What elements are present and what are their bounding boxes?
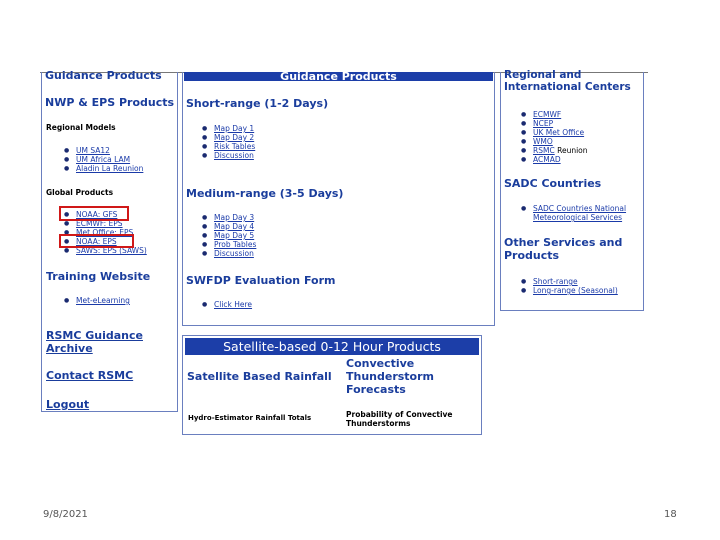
short-range-link[interactable]: Map Day 2	[214, 133, 255, 142]
center-link[interactable]: WMO	[533, 137, 553, 146]
sadc-nms-link[interactable]: SADC Countries National Meteorological Services	[533, 204, 627, 222]
swfdp-list	[202, 300, 252, 309]
list-item[interactable]	[202, 231, 256, 240]
list-item[interactable]	[521, 119, 588, 128]
regional-centers-panel	[500, 72, 644, 311]
highlight-box-noaa-gfs	[59, 206, 129, 221]
slide-date: 9/8/2021	[43, 509, 88, 520]
short-range-list	[202, 124, 255, 160]
list-item[interactable]	[521, 204, 639, 222]
satellite-products-header: Satellite-based 0-12 Hour Products	[185, 338, 479, 355]
list-item[interactable]	[521, 146, 588, 155]
highlight-box-noaa-eps	[59, 234, 134, 248]
short-range-link[interactable]: Discussion	[214, 151, 254, 160]
center-link[interactable]: NCEP	[533, 119, 554, 128]
list-item[interactable]	[521, 128, 588, 137]
list-item[interactable]	[202, 213, 256, 222]
medium-range-link[interactable]: Map Day 3	[214, 213, 255, 222]
contact-rsmc-link[interactable]: Contact RSMC	[46, 369, 134, 382]
center-link[interactable]: RSMC	[533, 146, 555, 155]
regional-model-link[interactable]: UM Africa LAM	[76, 155, 131, 164]
global-product-link[interactable]: SAWS: EPS (SAWS)	[76, 246, 147, 255]
rsmc-suffix-text: Reunion	[557, 146, 588, 155]
list-item[interactable]	[521, 110, 588, 119]
regional-model-link[interactable]: Aladin La Reunion	[76, 164, 144, 173]
list-item[interactable]	[202, 222, 256, 231]
center-link[interactable]: ACMAD	[533, 155, 561, 164]
guidance-products-header-text: Guidance Products	[280, 72, 397, 81]
medium-range-link[interactable]: Discussion	[214, 249, 254, 258]
slide-page-number: 18	[664, 509, 677, 520]
click-here-link[interactable]: Click Here	[214, 300, 253, 309]
medium-range-list	[202, 213, 256, 258]
list-item[interactable]	[202, 240, 256, 249]
medium-range-link[interactable]: Map Day 5	[214, 231, 255, 240]
global-products-label: Global Products	[46, 188, 114, 197]
list-item[interactable]	[202, 124, 255, 133]
rsmc-guidance-archive-link[interactable]: RSMC Guidance Archive	[46, 329, 143, 355]
list-item[interactable]	[202, 300, 252, 309]
global-product-link[interactable]: NOAA: EPS	[76, 237, 117, 246]
center-link[interactable]: UK Met Office	[533, 128, 585, 137]
list-item[interactable]	[64, 146, 143, 155]
regional-centers-list	[521, 110, 588, 164]
global-product-link[interactable]: Met Office: EPS	[76, 228, 134, 237]
list-item[interactable]	[521, 137, 588, 146]
regional-models-list	[64, 146, 143, 173]
guidance-products-header	[184, 72, 493, 81]
swfdp-evaluation-heading: SWFDP Evaluation Form	[186, 274, 336, 287]
other-services-heading: Other Services and Products	[504, 236, 623, 262]
training-website-heading[interactable]: Training Website	[46, 270, 151, 283]
global-product-link[interactable]: NOAA: GFS	[76, 210, 118, 219]
list-item[interactable]	[64, 155, 143, 164]
list-item[interactable]	[521, 286, 618, 295]
convective-thunderstorm-heading[interactable]: Convective Thunderstorm Forecasts	[346, 357, 435, 396]
global-product-link[interactable]: ECMWF: EPS	[76, 219, 123, 228]
satellite-rainfall-heading[interactable]: Satellite Based Rainfall	[187, 370, 332, 383]
list-item[interactable]	[521, 277, 618, 286]
met-elearning-link[interactable]: Met-eLearning	[76, 296, 130, 305]
medium-range-heading: Medium-range (3-5 Days)	[186, 187, 344, 200]
hydro-estimator-link[interactable]: Hydro-Estimator Rainfall Totals	[188, 414, 312, 422]
list-item[interactable]	[202, 249, 256, 258]
list-item[interactable]	[64, 164, 143, 173]
nwp-eps-products-heading[interactable]: NWP & EPS Products	[45, 96, 175, 109]
regional-model-link[interactable]: UM SA12	[76, 146, 110, 155]
left-guidance-products-heading[interactable]: Guidance Products	[45, 69, 162, 82]
other-service-link[interactable]: Short-range	[533, 277, 578, 286]
center-link[interactable]: ECMWF	[533, 110, 562, 119]
other-service-link[interactable]: Long-range (Seasonal)	[533, 286, 618, 295]
medium-range-link[interactable]: Prob Tables	[214, 240, 257, 249]
short-range-heading: Short-range (1-2 Days)	[186, 97, 329, 110]
list-item[interactable]	[202, 142, 255, 151]
training-list	[64, 296, 130, 305]
probability-convective-link[interactable]: Probability of Convective Thunderstorms	[346, 410, 453, 428]
sadc-countries-heading: SADC Countries	[504, 177, 602, 190]
regional-models-label: Regional Models	[46, 123, 116, 132]
short-range-link[interactable]: Risk Tables	[214, 142, 256, 151]
medium-range-link[interactable]: Map Day 4	[214, 222, 255, 231]
logout-link[interactable]: Logout	[46, 398, 90, 411]
regional-international-heading: Regional and International Centers	[504, 69, 631, 93]
list-item[interactable]	[64, 296, 130, 305]
list-item[interactable]	[202, 133, 255, 142]
sadc-list	[521, 204, 639, 222]
other-services-list	[521, 277, 618, 295]
short-range-link[interactable]: Map Day 1	[214, 124, 255, 133]
list-item[interactable]	[202, 151, 255, 160]
list-item[interactable]	[521, 155, 588, 164]
